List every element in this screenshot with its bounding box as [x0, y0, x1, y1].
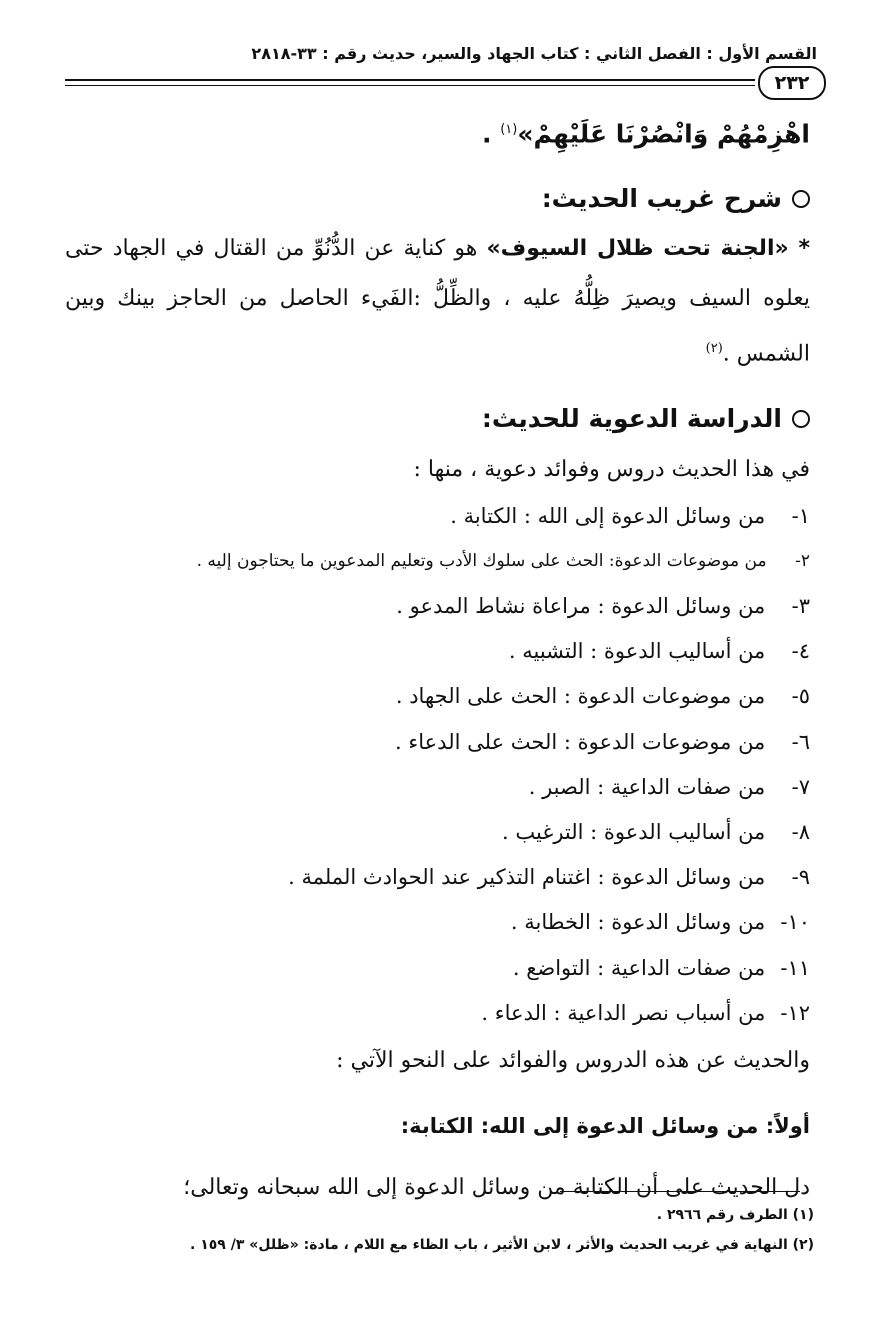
list-item	[65, 765, 810, 810]
item-number: ٢-	[795, 550, 810, 571]
subsection-paragraph: دل الحديث على أن الكتابة من وسائل الدعوة إلى الله سبحانه وتعالى؛	[183, 1175, 810, 1201]
item-text: من موضوعات الدعوة : الحث على الدعاء .	[395, 729, 766, 754]
running-header: القسم الأول : الفصل الثاني : كتاب الجهاد والسير، حديث رقم : ٣٣-٢٨١٨	[251, 44, 817, 63]
item-text: من صفات الداعية : الصبر .	[528, 774, 766, 799]
item-text: من أسباب نصر الداعية : الدعاء .	[481, 1000, 766, 1025]
item-number: ٥-	[791, 684, 810, 709]
heading-text: شرح غريب الحديث:	[541, 184, 782, 214]
list-item	[65, 494, 810, 539]
item-text: من وسائل الدعوة : اغتنام التذكير عند الحوادث الملمة .	[288, 865, 766, 890]
list-item	[65, 855, 810, 900]
list-item	[65, 539, 810, 584]
lessons-intro: في هذا الحديث دروس وفوائد دعوية ، منها :	[413, 456, 810, 482]
item-text: من موضوعات الدعوة : الحث على الجهاد .	[395, 684, 766, 709]
item-text: من وسائل الدعوة : مراعاة نشاط المدعو .	[396, 594, 766, 619]
defined-term: * «الجنة تحت ظلال السيوف»	[486, 236, 810, 262]
circle-bullet-icon	[792, 190, 810, 208]
hadith-tail: .	[482, 119, 501, 149]
list-item	[65, 720, 810, 765]
header-rule-thin	[65, 85, 755, 86]
definition-text: هو كناية عن الدُّنُوِّ من القتال في الجهاد حتى يعلوه السيف ويصيرَ ظِلُّهُ عليه ، والظِّلُّ :الفَيء الحاصل من الحاجز بينك وبين الشمس .	[65, 236, 810, 367]
hadith-text: اهْزِمْهُمْ وَانْصُرْنَا عَلَيْهِمْ»	[517, 119, 810, 149]
item-number: ٤-	[791, 639, 810, 664]
list-item	[65, 991, 810, 1036]
list-item	[65, 629, 810, 674]
list-item	[65, 900, 810, 945]
sharh-paragraph	[65, 224, 810, 379]
item-text: من صفات الداعية : التواضع .	[512, 955, 766, 980]
section-heading-sharh	[65, 176, 810, 222]
page-number: ٢٣٢	[758, 66, 826, 100]
footnotes	[74, 1200, 814, 1260]
item-number: ٧-	[791, 774, 810, 799]
list-item	[65, 584, 810, 629]
item-number: ٨-	[791, 820, 810, 845]
footnote-ref-1: (١)	[500, 122, 518, 137]
item-number: ١١-	[780, 955, 810, 980]
heading-text: الدراسة الدعوية للحديث:	[481, 403, 782, 433]
footnote-rule	[560, 1191, 800, 1192]
circle-bullet-icon	[792, 410, 810, 428]
list-item	[65, 674, 810, 719]
item-text: من أساليب الدعوة : الترغيب .	[502, 820, 766, 845]
list-item	[65, 946, 810, 991]
footnote-text: النهاية في غريب الحديث والأثر ، لابن الأثير ، باب الظاء مع اللام ، مادة: «ظلل» ٣/ ١٥٩ .	[190, 1237, 788, 1253]
item-text: من موضوعات الدعوة: الحث على سلوك الأدب وتعليم المدعوين ما يحتاجون إليه .	[196, 550, 767, 571]
section-heading-dirasa	[65, 396, 810, 442]
item-number: ١٠-	[780, 910, 810, 935]
footnote-1	[74, 1200, 814, 1230]
header-rule	[65, 79, 755, 81]
list-item	[65, 810, 810, 855]
item-number: ٣-	[791, 594, 810, 619]
footnote-text: الطرف رقم ٢٩٦٦ .	[656, 1207, 788, 1223]
item-text: من وسائل الدعوة إلى الله : الكتابة .	[450, 503, 766, 528]
footnote-number: (١)	[792, 1207, 814, 1223]
subsection-heading-writing: أولاً: من وسائل الدعوة إلى الله: الكتابة:	[400, 1114, 810, 1139]
item-text: من وسائل الدعوة : الخطابة .	[510, 910, 766, 935]
footnote-number: (٢)	[792, 1237, 814, 1253]
item-number: ١-	[791, 503, 810, 528]
item-text: من أساليب الدعوة : التشبيه .	[508, 639, 766, 664]
footnote-2	[74, 1230, 814, 1260]
lessons-list	[65, 494, 810, 1036]
item-number: ٦-	[791, 729, 810, 754]
lessons-closing: والحديث عن هذه الدروس والفوائد على النحو الآتي :	[336, 1048, 810, 1074]
page-body	[65, 108, 810, 1210]
item-number: ١٢-	[780, 1000, 810, 1025]
footnote-ref-2: (٢)	[705, 341, 723, 357]
hadith-ending	[65, 108, 810, 156]
item-number: ٩-	[791, 865, 810, 890]
